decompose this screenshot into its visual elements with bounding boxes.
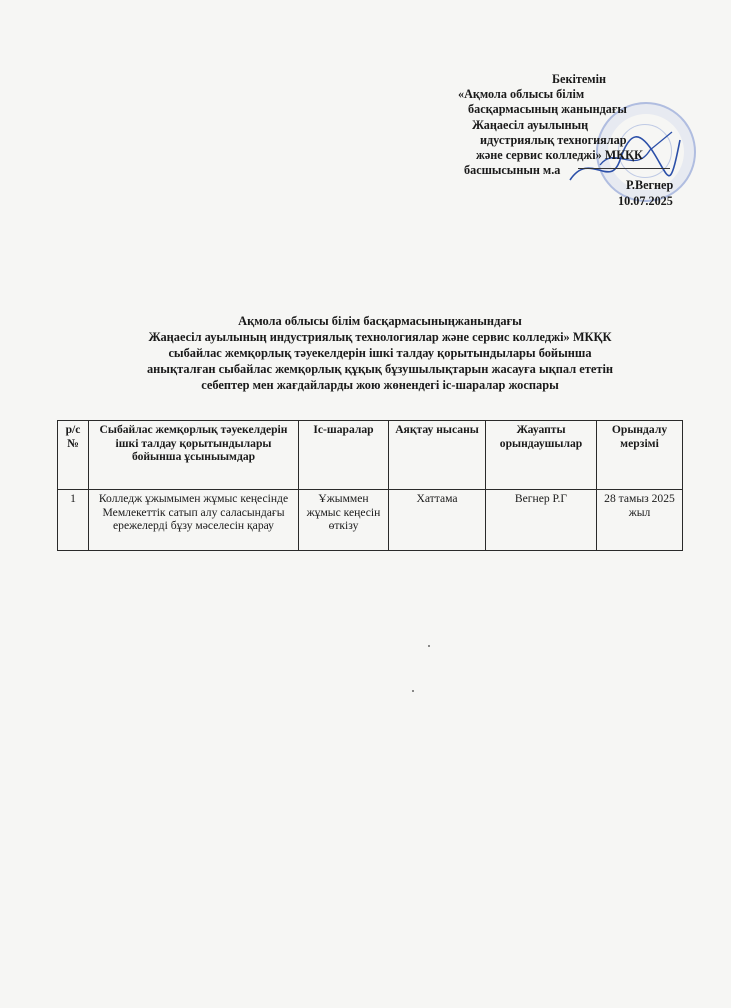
- title-line: Жаңаесіл ауылының индустриялық технологиялар және сервис колледжі» МКҚК: [148, 330, 612, 344]
- approval-line: және сервис колледжі» МКҚК: [476, 148, 643, 163]
- header-deadline: Орындалу мерзімі: [597, 421, 683, 490]
- table-header-row: [58, 421, 683, 490]
- title-line: Ақмола облысы білім басқармасыныңжанындағы: [238, 314, 522, 328]
- cell-measure: Ұжыммен жұмыс кеңесін өткізу: [299, 490, 389, 551]
- header-measures: Іс-шаралар: [299, 421, 389, 490]
- header-completion-form: Аяқтау нысаны: [389, 421, 486, 490]
- scan-speck: [428, 645, 430, 647]
- approval-line: басқармасының жанындағы: [468, 102, 627, 117]
- approval-line: Бекітемін: [552, 72, 606, 86]
- cell-recommendation: Колледж ұжымымен жұмыс кеңесінде Мемлекеттік сатып алу саласындағы ережелерді бұзу мәселесін қарау: [89, 490, 299, 551]
- table-row: [58, 490, 683, 551]
- title-line: анықталған сыбайлас жемқорлық құқық бұзушылықтарын жасауға ықпал ететін: [146, 362, 614, 376]
- document-title: [110, 313, 650, 393]
- approval-line: «Ақмола облысы білім: [458, 87, 585, 102]
- cell-form: Хаттама: [389, 490, 486, 551]
- title-line: себептер мен жағдайларды жою жөнендегі іс-шаралар жоспары: [201, 378, 559, 392]
- header-recommendation: Сыбайлас жемқорлық тәуекелдерін ішкі талдау қорытындылары бойынша ұсыныымдар: [89, 421, 299, 490]
- approval-block: [458, 72, 688, 209]
- cell-responsible: Вегнер Р.Г: [486, 490, 597, 551]
- approval-date: 10.07.2025: [618, 193, 673, 208]
- cell-deadline: 28 тамыз 2025 жыл: [597, 490, 683, 551]
- approval-line: идустриялық техногиялар: [480, 132, 627, 147]
- approver-name: Р.Вегнер: [626, 178, 674, 193]
- header-responsible: Жауапты орындаушылар: [486, 421, 597, 490]
- scan-speck: [412, 690, 414, 692]
- header-number: р/с №: [58, 421, 89, 490]
- action-plan-table: [57, 420, 683, 551]
- cell-number: 1: [58, 490, 89, 551]
- approval-line: Жаңаесіл ауылының: [472, 117, 589, 132]
- approval-line: басшысынын м.а: [464, 163, 561, 178]
- title-line: сыбайлас жемқорлық тәуекелдерін ішкі талдау қорытындылары бойынша: [168, 346, 592, 360]
